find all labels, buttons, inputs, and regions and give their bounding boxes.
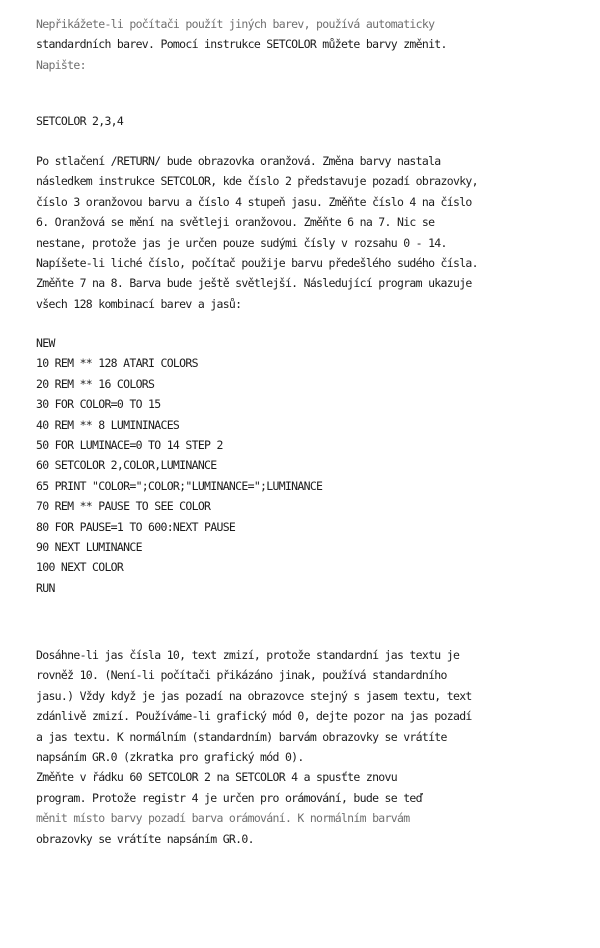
code-line: 100 NEXT COLOR: [36, 560, 124, 575]
code-line: 40 REM ** 8 LUMININACES: [36, 417, 180, 432]
code-line: 20 REM ** 16 COLORS: [36, 376, 155, 391]
text-line: Napište:: [36, 57, 86, 72]
text-line: Po stlačení /RETURN/ bude obrazovka oranžová. Změna barvy nastala: [36, 154, 441, 168]
code-line: 10 REM ** 128 ATARI COLORS: [36, 356, 198, 371]
text-line: zdánlivě zmizí. Používáme-li grafický mód 0, dejte pozor na jas pozadí: [36, 709, 472, 724]
basic-program-listing: [36, 333, 566, 598]
text-line: nestane, protože jas je určen pouze sudými čísly v rozsahu 0 - 14.: [36, 235, 447, 250]
text-line: rovněž 10. (Není-li počítači přikázáno jinak, používá standardního: [36, 668, 447, 683]
text-line: standardních barev. Pomocí instrukce SETCOLOR můžete barvy změnit.: [36, 37, 447, 52]
text-line: měnit místo barvy pozadí barva orámování. K normálním barvám: [36, 811, 410, 826]
text-line: všech 128 kombinací barev a jasů:: [36, 296, 242, 311]
text-line: Změňte v řádku 60 SETCOLOR 2 na SETCOLOR 4 a spusťte znovu: [36, 770, 397, 785]
code-line: 90 NEXT LUMINANCE: [36, 539, 142, 554]
text-line: Nepřikážete-li počítači použít jiných barev, používá automaticky: [36, 17, 435, 31]
text-line: program. Protože registr 4 je určen pro orámování, bude se teď: [36, 790, 422, 805]
setcolor-command: [36, 111, 566, 131]
text-line: napsáním GR.0 (zkratka pro grafický mód 0).: [36, 749, 304, 764]
text-line: obrazovky se vrátíte napsáním GR.0.: [36, 831, 254, 846]
text-line: Dosáhne-li jas čísla 10, text zmizí, protože standardní jas textu je: [36, 648, 460, 662]
text-line: jasu.) Vždy když je jas pozadí na obrazovce stejný s jasem textu, text: [36, 688, 472, 703]
code-line: NEW: [36, 336, 55, 350]
intro-paragraph: [36, 14, 566, 75]
code-line: 80 FOR PAUSE=1 TO 600:NEXT PAUSE: [36, 519, 236, 534]
code-line: 70 REM ** PAUSE TO SEE COLOR: [36, 499, 211, 514]
text-line: Změňte 7 na 8. Barva bude ještě světlejší. Následující program ukazuje: [36, 276, 472, 291]
code-line: 60 SETCOLOR 2,COLOR,LUMINANCE: [36, 458, 217, 473]
text-line: číslo 3 oranžovou barvu a číslo 4 stupeň jasu. Změňte číslo 4 na číslo: [36, 194, 472, 209]
text-line: 6. Oranžová se mění na světleji oranžovou. Změňte 6 na 7. Nic se: [36, 215, 435, 230]
code-line: RUN: [36, 580, 55, 595]
text-line: následkem instrukce SETCOLOR, kde číslo 2 představuje pozadí obrazovky,: [36, 174, 478, 189]
text-line: a jas textu. K normálním (standardním) barvám obrazovky se vrátíte: [36, 729, 447, 744]
explanation-paragraph: [36, 151, 566, 314]
command-line: SETCOLOR 2,3,4: [36, 114, 124, 128]
text-line: Napíšete-li liché číslo, počítač použije barvu předešlého sudého čísla.: [36, 255, 478, 270]
code-line: 50 FOR LUMINACE=0 TO 14 STEP 2: [36, 437, 223, 452]
closing-paragraph: [36, 645, 566, 849]
code-line: 30 FOR COLOR=0 TO 15: [36, 397, 161, 412]
code-line: 65 PRINT "COLOR=";COLOR;"LUMINANCE=";LUMINANCE: [36, 478, 323, 493]
